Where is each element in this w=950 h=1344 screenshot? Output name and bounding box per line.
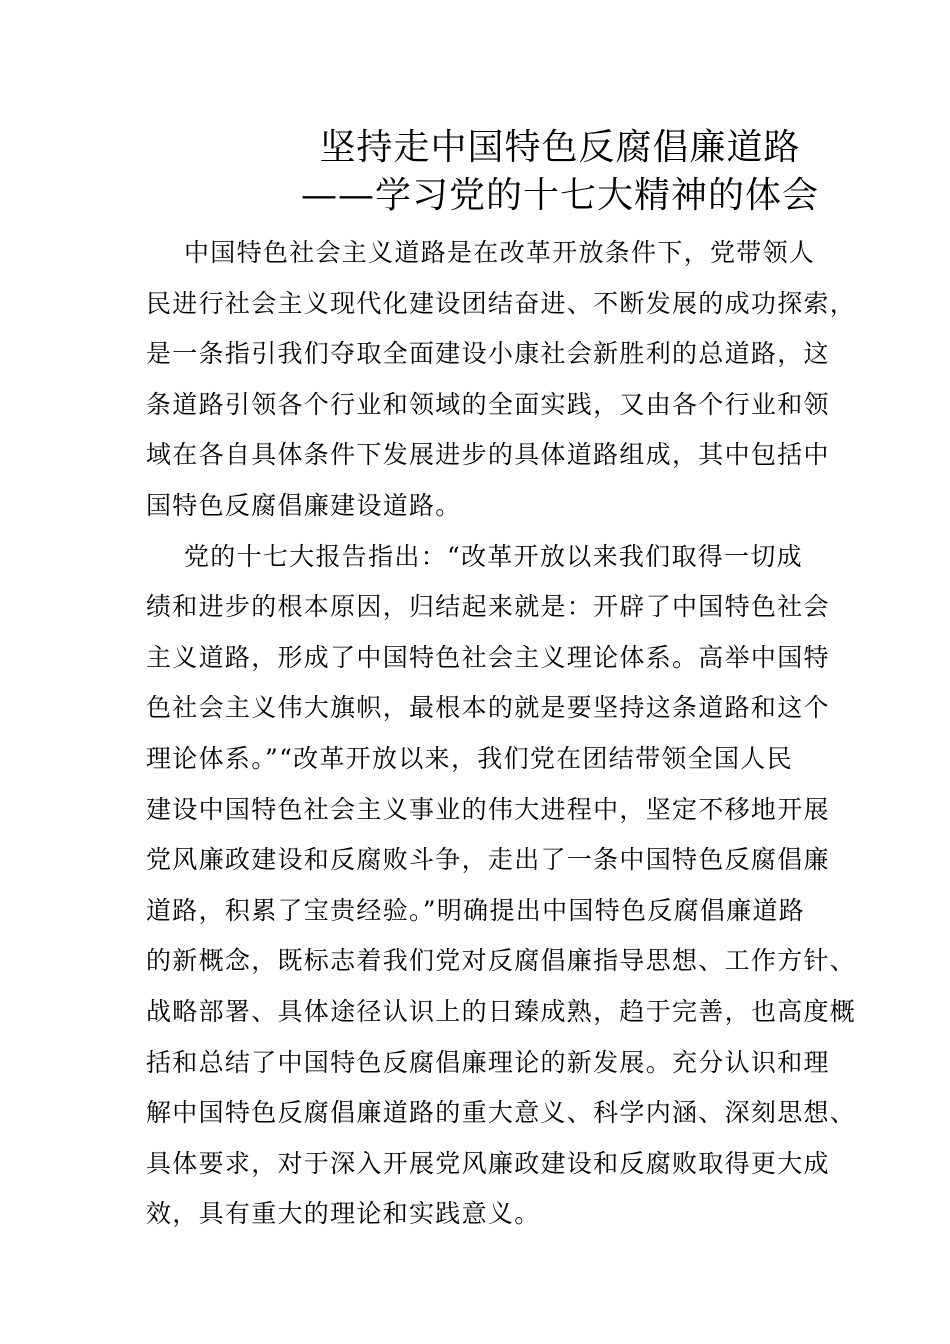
body-text <box>146 228 857 1240</box>
paragraph-line: 中国特色社会主义道路是在改革开放条件下，党带领人 <box>184 238 816 267</box>
paragraph-line: 战略部署、具体途径认识上的日臻成熟，趋于完善，也高度概 <box>146 996 857 1026</box>
paragraph-line: 效，具有重大的理论和实践意义。 <box>146 1199 541 1229</box>
paragraph-line: 是一条指引我们夺取全面建设小康社会新胜利的总道路，这 <box>146 339 830 369</box>
paragraph-line: 党风廉政建设和反腐败斗争，走出了一条中国特色反腐倡廉 <box>146 845 830 875</box>
paragraph-line: 道路，积累了宝贵经验。”明确提出中国特色反腐倡廉道路 <box>146 895 806 925</box>
paragraph-line: 条道路引领各个行业和领域的全面实践，又由各个行业和领 <box>146 389 830 419</box>
paragraph-line: 括和总结了中国特色反腐倡廉理论的新发展。充分认识和理 <box>146 1047 830 1077</box>
paragraph-line: 建设中国特色社会主义事业的伟大进程中，坚定不移地开展 <box>146 794 830 824</box>
paragraph-line: 国特色反腐倡廉建设道路。 <box>146 490 462 520</box>
paragraph-line: 域在各自具体条件下发展进步的具体道路组成，其中包括中 <box>146 440 830 470</box>
paragraph-line: 理论体系。”“改革开放以来，我们党在团结带领全国人民 <box>146 743 793 773</box>
paragraph-line: 绩和进步的根本原因，归结起来就是：开辟了中国特色社会 <box>146 592 830 622</box>
paragraph-line: 党的十七大报告指出：“改革开放以来我们取得一切成 <box>184 541 803 571</box>
paragraph-line: 具体要求，对于深入开展党风廉政建设和反腐败取得更大成 <box>146 1148 830 1178</box>
paragraph-line: 色社会主义伟大旗帜，最根本的就是要坚持这条道路和这个 <box>146 693 830 723</box>
paragraph-line: 的新概念，既标志着我们党对反腐倡廉指导思想、工作方针、 <box>146 946 857 976</box>
document-subtitle: ——学习党的十七大精神的体会 <box>300 175 819 216</box>
document-title: 坚持走中国特色反腐倡廉道路 <box>319 127 801 168</box>
paragraph-line: 民进行社会主义现代化建设团结奋进、不断发展的成功探索， <box>146 288 857 318</box>
paragraph-line: 解中国特色反腐倡廉道路的重大意义、科学内涵、深刻思想、 <box>146 1098 857 1128</box>
title-block <box>150 124 890 220</box>
paragraph-line: 主义道路，形成了中国特色社会主义理论体系。高举中国特 <box>146 642 830 672</box>
